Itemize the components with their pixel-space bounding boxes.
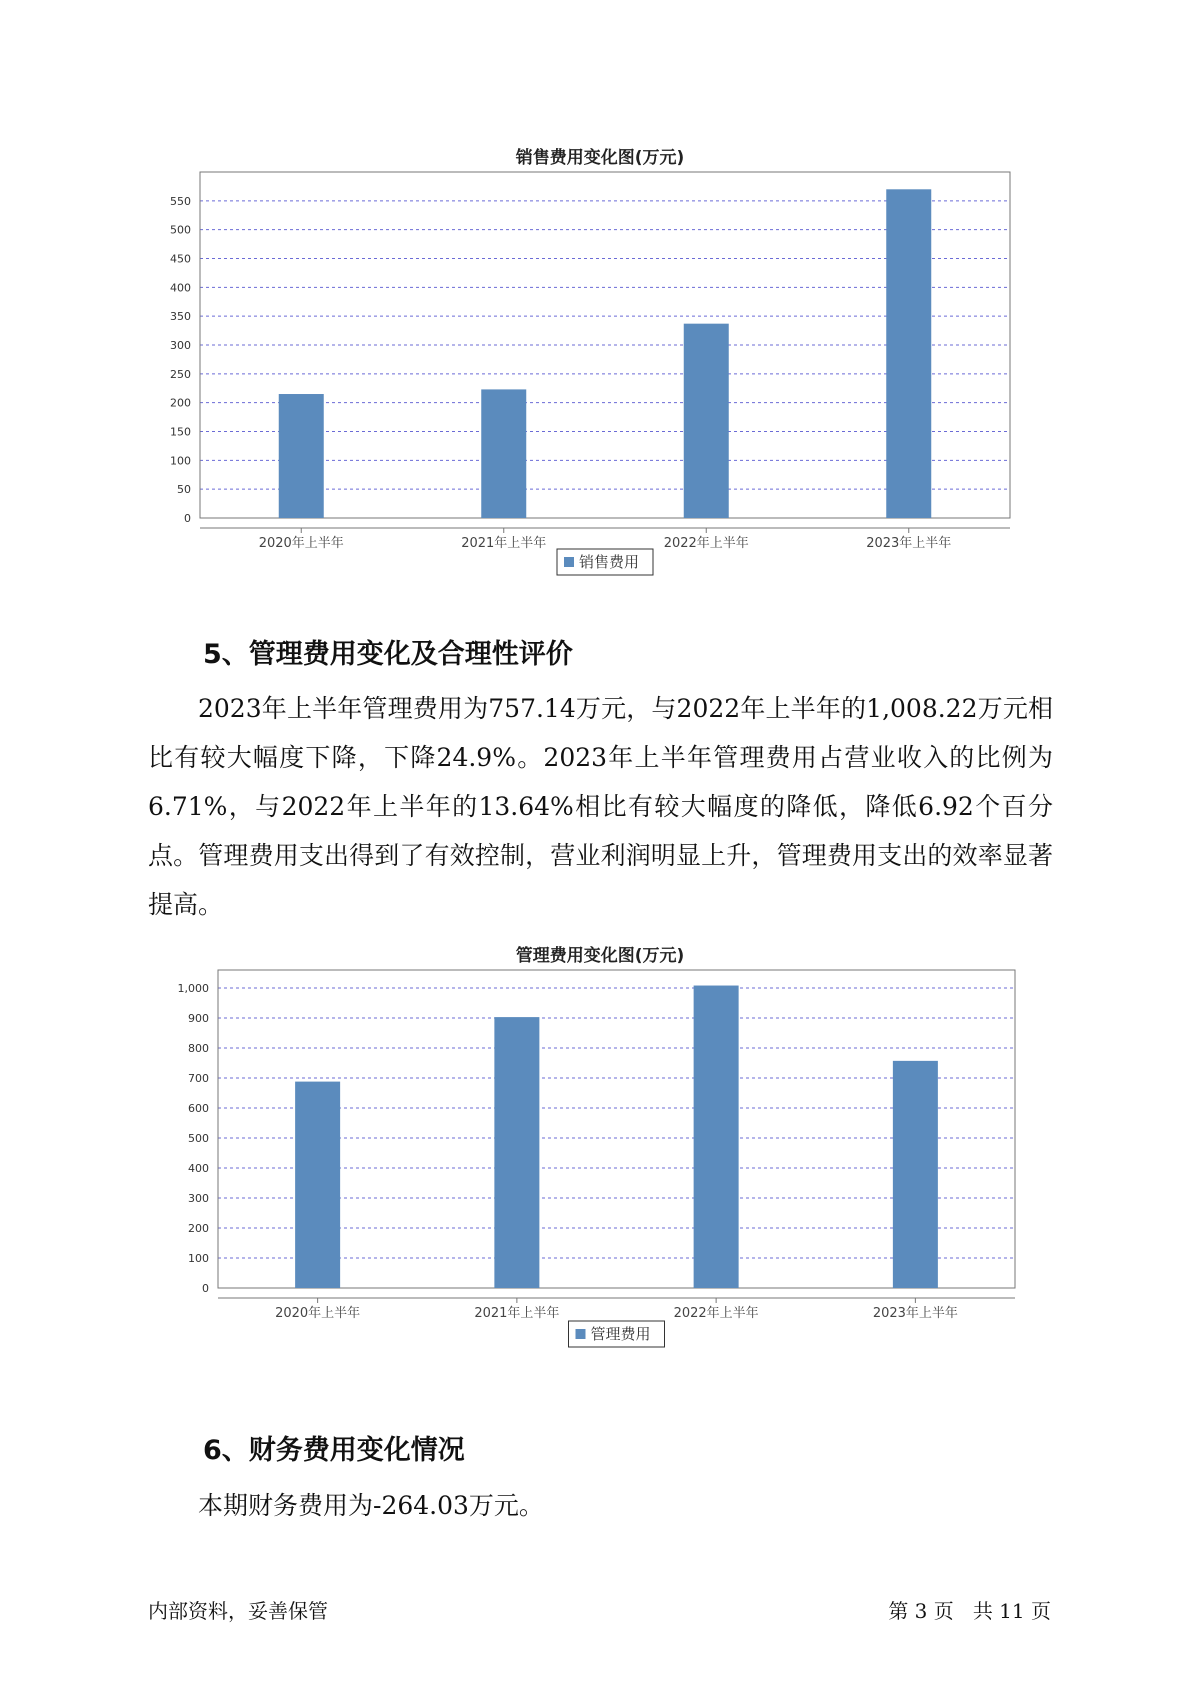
y-tick-label: 450: [170, 252, 191, 266]
y-tick-label: 50: [177, 483, 191, 497]
y-tick-label: 100: [188, 1252, 209, 1265]
legend-swatch: [564, 557, 574, 567]
legend-label: 管理费用: [590, 1325, 651, 1343]
y-tick-label: 550: [170, 194, 191, 208]
y-tick-label: 200: [188, 1222, 209, 1235]
y-tick-label: 0: [184, 512, 191, 525]
y-tick-label: 600: [188, 1102, 209, 1115]
admin-expense-chart: [150, 928, 1050, 1348]
y-tick-label: 300: [188, 1192, 209, 1205]
section-5-heading: 5、管理费用变化及合理性评价: [203, 639, 573, 670]
x-tick-label: 2021年上半年: [461, 536, 547, 551]
y-tick-label: 250: [170, 367, 191, 381]
chart-title: 销售费用变化图(万元): [515, 148, 685, 168]
bar: [279, 394, 324, 518]
section-5-paragraph: 2023年上半年管理费用为757.14万元，与2022年上半年的1,008.22万元相比有较大幅度下降，下降24.9%。2023年上半年管理费用占营业收入的比例为6.71%，与2022年上半年的13.64%相比有较大幅度的降低，降低6.92个百分点。管理费用支出得到了有效控制，营业利润明显上升，管理费用支出的效率显著提高。: [148, 694, 1053, 919]
y-tick-label: 800: [188, 1042, 209, 1055]
section-6-paragraph: 本期财务费用为-264.03万元。: [198, 1491, 544, 1520]
y-tick-label: 300: [170, 339, 191, 352]
bar: [886, 189, 931, 518]
bar: [494, 1017, 539, 1288]
y-tick-label: 700: [188, 1072, 209, 1085]
y-tick-label: 900: [188, 1012, 209, 1025]
y-tick-label: 150: [170, 425, 191, 439]
x-tick-label: 2022年上半年: [673, 1306, 759, 1321]
y-tick-label: 400: [170, 281, 191, 295]
bar: [694, 986, 739, 1288]
y-tick-label: 500: [188, 1132, 209, 1145]
bar: [295, 1082, 340, 1288]
y-tick-label: 500: [170, 223, 191, 237]
x-tick-label: 2020年上半年: [258, 536, 344, 551]
x-tick-label: 2022年上半年: [663, 536, 749, 551]
section-6-heading: 6、财务费用变化情况: [203, 1435, 465, 1466]
y-tick-label: 0: [202, 1282, 209, 1295]
x-tick-label: 2023年上半年: [872, 1306, 958, 1321]
legend-swatch: [576, 1329, 586, 1339]
bar: [893, 1061, 938, 1288]
x-tick-label: 2020年上半年: [275, 1306, 361, 1321]
y-tick-label: 400: [188, 1162, 209, 1175]
bar: [481, 389, 526, 518]
legend-label: 销售费用: [579, 553, 640, 571]
sales-expense-chart-svg: [150, 130, 1050, 571]
y-tick-label: 100: [170, 454, 191, 468]
footer-page-number: 第 3 页 共 11 页: [888, 1599, 1051, 1623]
bar: [684, 324, 729, 518]
y-tick-label: 200: [170, 396, 191, 410]
x-tick-label: 2021年上半年: [474, 1306, 560, 1321]
sales-expense-chart: [150, 130, 1050, 571]
admin-expense-chart-svg: [150, 928, 1050, 1348]
y-tick-label: 350: [170, 310, 191, 324]
x-tick-label: 2023年上半年: [866, 536, 952, 551]
footer-confidential-note: 内部资料，妥善保管: [148, 1599, 328, 1623]
chart-title: 管理费用变化图(万元): [515, 946, 685, 966]
y-tick-label: 1,000: [177, 982, 209, 995]
